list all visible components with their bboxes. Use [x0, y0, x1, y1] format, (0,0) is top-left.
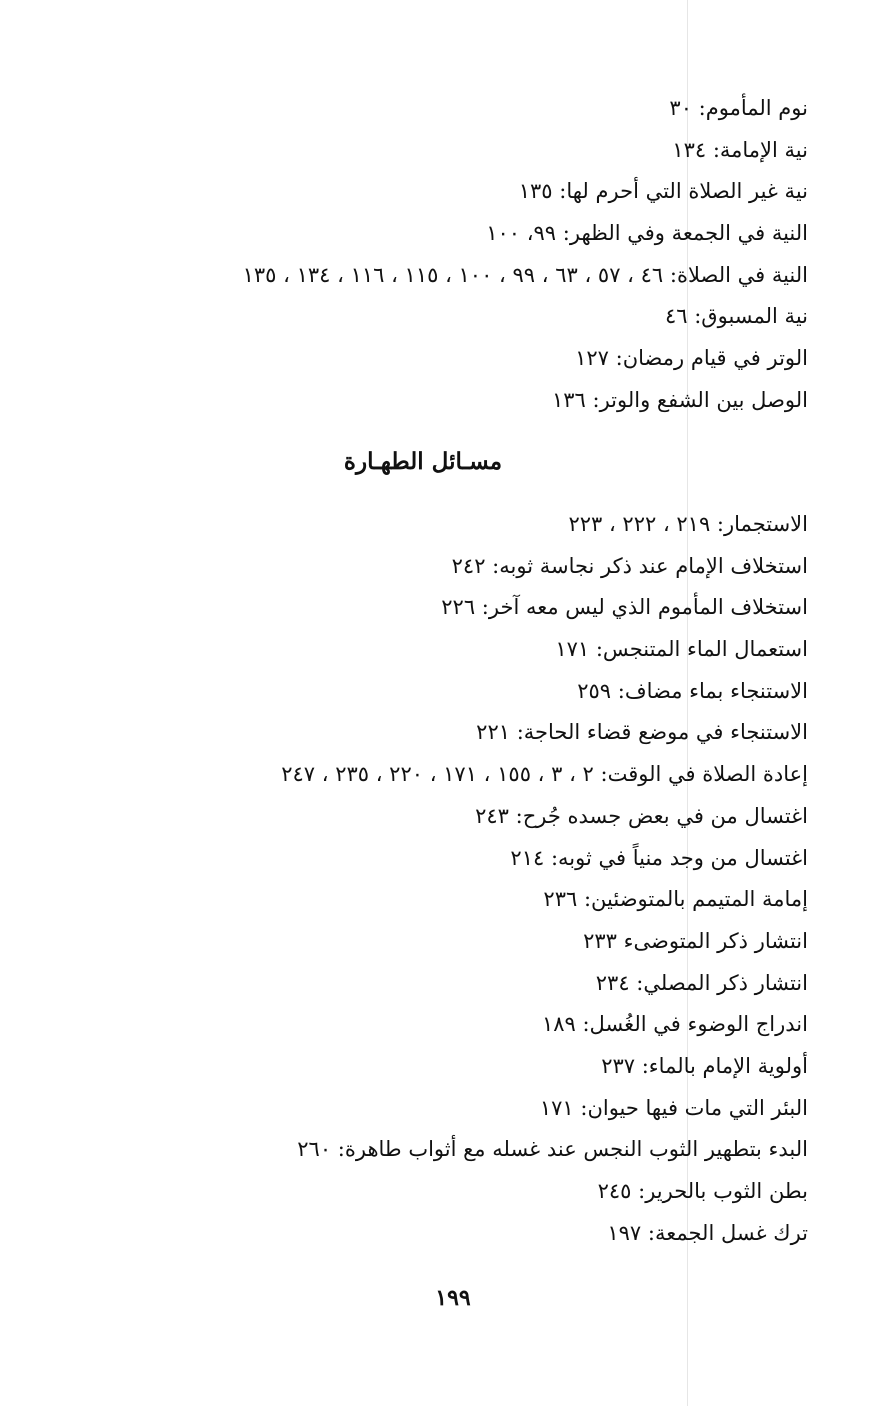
index-pages: ٢٤٣: [475, 803, 509, 828]
index-entry: استخلاف الإمام عند ذكر نجاسة ثوبه: ٢٤٢: [451, 553, 808, 578]
index-term: استعمال الماء المتنجس: [602, 637, 808, 662]
index-pages: ٢١٩ ، ٢٢٢ ، ٢٢٣: [568, 512, 711, 536]
index-entry: استعمال الماء المتنجس: ١٧١: [555, 637, 808, 662]
index-term: نية غير الصلاة التي أحرم لها: [566, 179, 808, 204]
index-term: استخلاف المأموم الذي ليس معه آخر: [488, 595, 808, 620]
index-pages: ١٣٥: [518, 179, 553, 204]
index-term: اغتسال من وجد منياً في ثوبه: [558, 845, 808, 870]
index-term: النية في الصلاة: [676, 262, 808, 287]
index-pages: ١٣٤: [672, 137, 707, 162]
index-pages: ٢٣٦: [543, 887, 578, 912]
index-pages: ٢٣٧: [601, 1053, 636, 1078]
index-entry: انتشار ذكر المصلي: ٢٣٤: [595, 970, 808, 995]
index-pages: ٢٤٥: [597, 1179, 632, 1203]
index-pages: ٢٥٩: [577, 678, 612, 703]
index-pages: ١٩٧: [607, 1220, 642, 1245]
index-term: نوم المأموم: [705, 96, 808, 120]
index-term: ترك غسل الجمعة: [654, 1220, 808, 1245]
index-entry: نية الإمامة: ١٣٤: [672, 137, 808, 162]
index-pages: ٤٦ ، ٥٧ ، ٦٣ ، ٩٩ ، ١٠٠ ، ١١٥ ، ١١٦ ، ١٣٤ ، ١٣٥: [242, 262, 664, 287]
index-pages: ٢١٤: [510, 845, 545, 870]
index-entry: اغتسال من في بعض جسده جُرح: ٢٤٣: [475, 803, 808, 828]
index-term: انتشار ذكر المتوضىء: [623, 928, 808, 953]
index-term: البدء بتطهير الثوب النجس عند غسله مع أثواب طاهرة: [344, 1137, 808, 1162]
index-pages: ١٣٦: [551, 387, 586, 412]
index-pages: ١٧١: [555, 637, 590, 662]
index-pages: ١٨٩: [541, 1012, 576, 1037]
index-term: البئر التي مات فيها حيوان: [587, 1095, 808, 1120]
index-entry: إمامة المتيمم بالمتوضئين: ٢٣٦: [543, 887, 808, 912]
index-entry: الاستنجاء بماء مضاف: ٢٥٩: [577, 678, 808, 703]
index-term: اغتسال من في بعض جسده جُرح: [522, 803, 808, 828]
index-term: الاستنجاء بماء مضاف: [624, 678, 808, 703]
index-entry: الوصل بين الشفع والوتر: ١٣٦: [551, 387, 808, 412]
page-number: ١٩٩: [435, 1285, 471, 1311]
index-pages: ١٧١: [539, 1095, 574, 1120]
index-entry: البدء بتطهير الثوب النجس عند غسله مع أثواب طاهرة: ٢٦٠: [297, 1137, 808, 1162]
index-list-purity: [281, 504, 808, 1254]
index-entry: الاستجمار: ٢١٩ ، ٢٢٢ ، ٢٢٣: [568, 512, 808, 536]
index-entry: النية في الصلاة: ٤٦ ، ٥٧ ، ٦٣ ، ٩٩ ، ١٠٠ ، ١١٥ ، ١١٦ ، ١٣٤ ، ١٣٥: [242, 262, 808, 287]
index-entry: اندراج الوضوء في الغُسل: ١٨٩: [541, 1012, 808, 1037]
index-entry: نوم المأموم: ٣٠: [669, 96, 808, 120]
index-term: انتشار ذكر المصلي: [643, 970, 808, 995]
index-pages: ٢٦٠: [297, 1137, 332, 1162]
section-heading: مسـائل الطهـارة: [343, 448, 503, 475]
index-pages: ٣٠: [669, 96, 692, 120]
index-term: إمامة المتيمم بالمتوضئين: [591, 887, 808, 912]
index-term: الاستنجاء في موضع قضاء الحاجة: [523, 720, 808, 745]
index-entry: اغتسال من وجد منياً في ثوبه: ٢١٤: [510, 845, 808, 870]
index-entry: إعادة الصلاة في الوقت: ٢ ، ٣ ، ١٥٥ ، ١٧١ ، ٢٢٠ ، ٢٣٥ ، ٢٤٧: [281, 762, 808, 787]
index-entry: [281, 921, 808, 963]
index-term: بطن الثوب بالحرير: [645, 1179, 808, 1203]
index-entry: الوتر في قيام رمضان: ١٢٧: [575, 346, 808, 371]
index-entry: ترك غسل الجمعة: ١٩٧: [607, 1220, 808, 1245]
index-entry: البئر التي مات فيها حيوان: ١٧١: [539, 1095, 808, 1120]
index-list-prayer: [243, 88, 808, 422]
index-term: أولوية الإمام بالماء: [648, 1053, 808, 1078]
index-entry: بطن الثوب بالحرير: ٢٤٥: [597, 1179, 808, 1203]
index-pages: ٩٩، ١٠٠: [486, 221, 557, 246]
index-entry: أولوية الإمام بالماء: ٢٣٧: [601, 1053, 808, 1078]
index-pages: ١٢٧: [575, 346, 609, 371]
index-pages: ٢٢١: [476, 720, 511, 745]
index-pages: ٤٦: [664, 304, 688, 329]
index-entry: الاستنجاء في موضع قضاء الحاجة: ٢٢١: [476, 720, 808, 745]
index-term: نية المسبوق: [701, 304, 808, 329]
index-term: الاستجمار: [724, 512, 808, 536]
index-term: إعادة الصلاة في الوقت: [607, 762, 808, 787]
index-entry: استخلاف المأموم الذي ليس معه آخر: ٢٢٦: [441, 595, 808, 620]
index-pages: ٢٣٣: [583, 928, 617, 953]
index-entry: النية في الجمعة وفي الظهر: ٩٩، ١٠٠: [486, 221, 808, 246]
index-entry: نية المسبوق: ٤٦: [664, 304, 808, 329]
index-term: الوصل بين الشفع والوتر: [599, 387, 808, 412]
index-pages: ٢ ، ٣ ، ١٥٥ ، ١٧١ ، ٢٢٠ ، ٢٣٥ ، ٢٤٧: [281, 762, 594, 787]
index-pages: ٢٣٤: [595, 970, 630, 995]
index-pages: ٢٤٢: [451, 553, 486, 578]
index-term: النية في الجمعة وفي الظهر: [569, 221, 808, 246]
index-term: اندراج الوضوء في الغُسل: [589, 1012, 808, 1037]
index-entry: نية غير الصلاة التي أحرم لها: ١٣٥: [518, 179, 808, 204]
index-term: الوتر في قيام رمضان: [622, 346, 808, 371]
index-term: نية الإمامة: [719, 137, 808, 162]
index-term: استخلاف الإمام عند ذكر نجاسة ثوبه: [499, 553, 808, 578]
index-pages: ٢٢٦: [441, 595, 476, 620]
